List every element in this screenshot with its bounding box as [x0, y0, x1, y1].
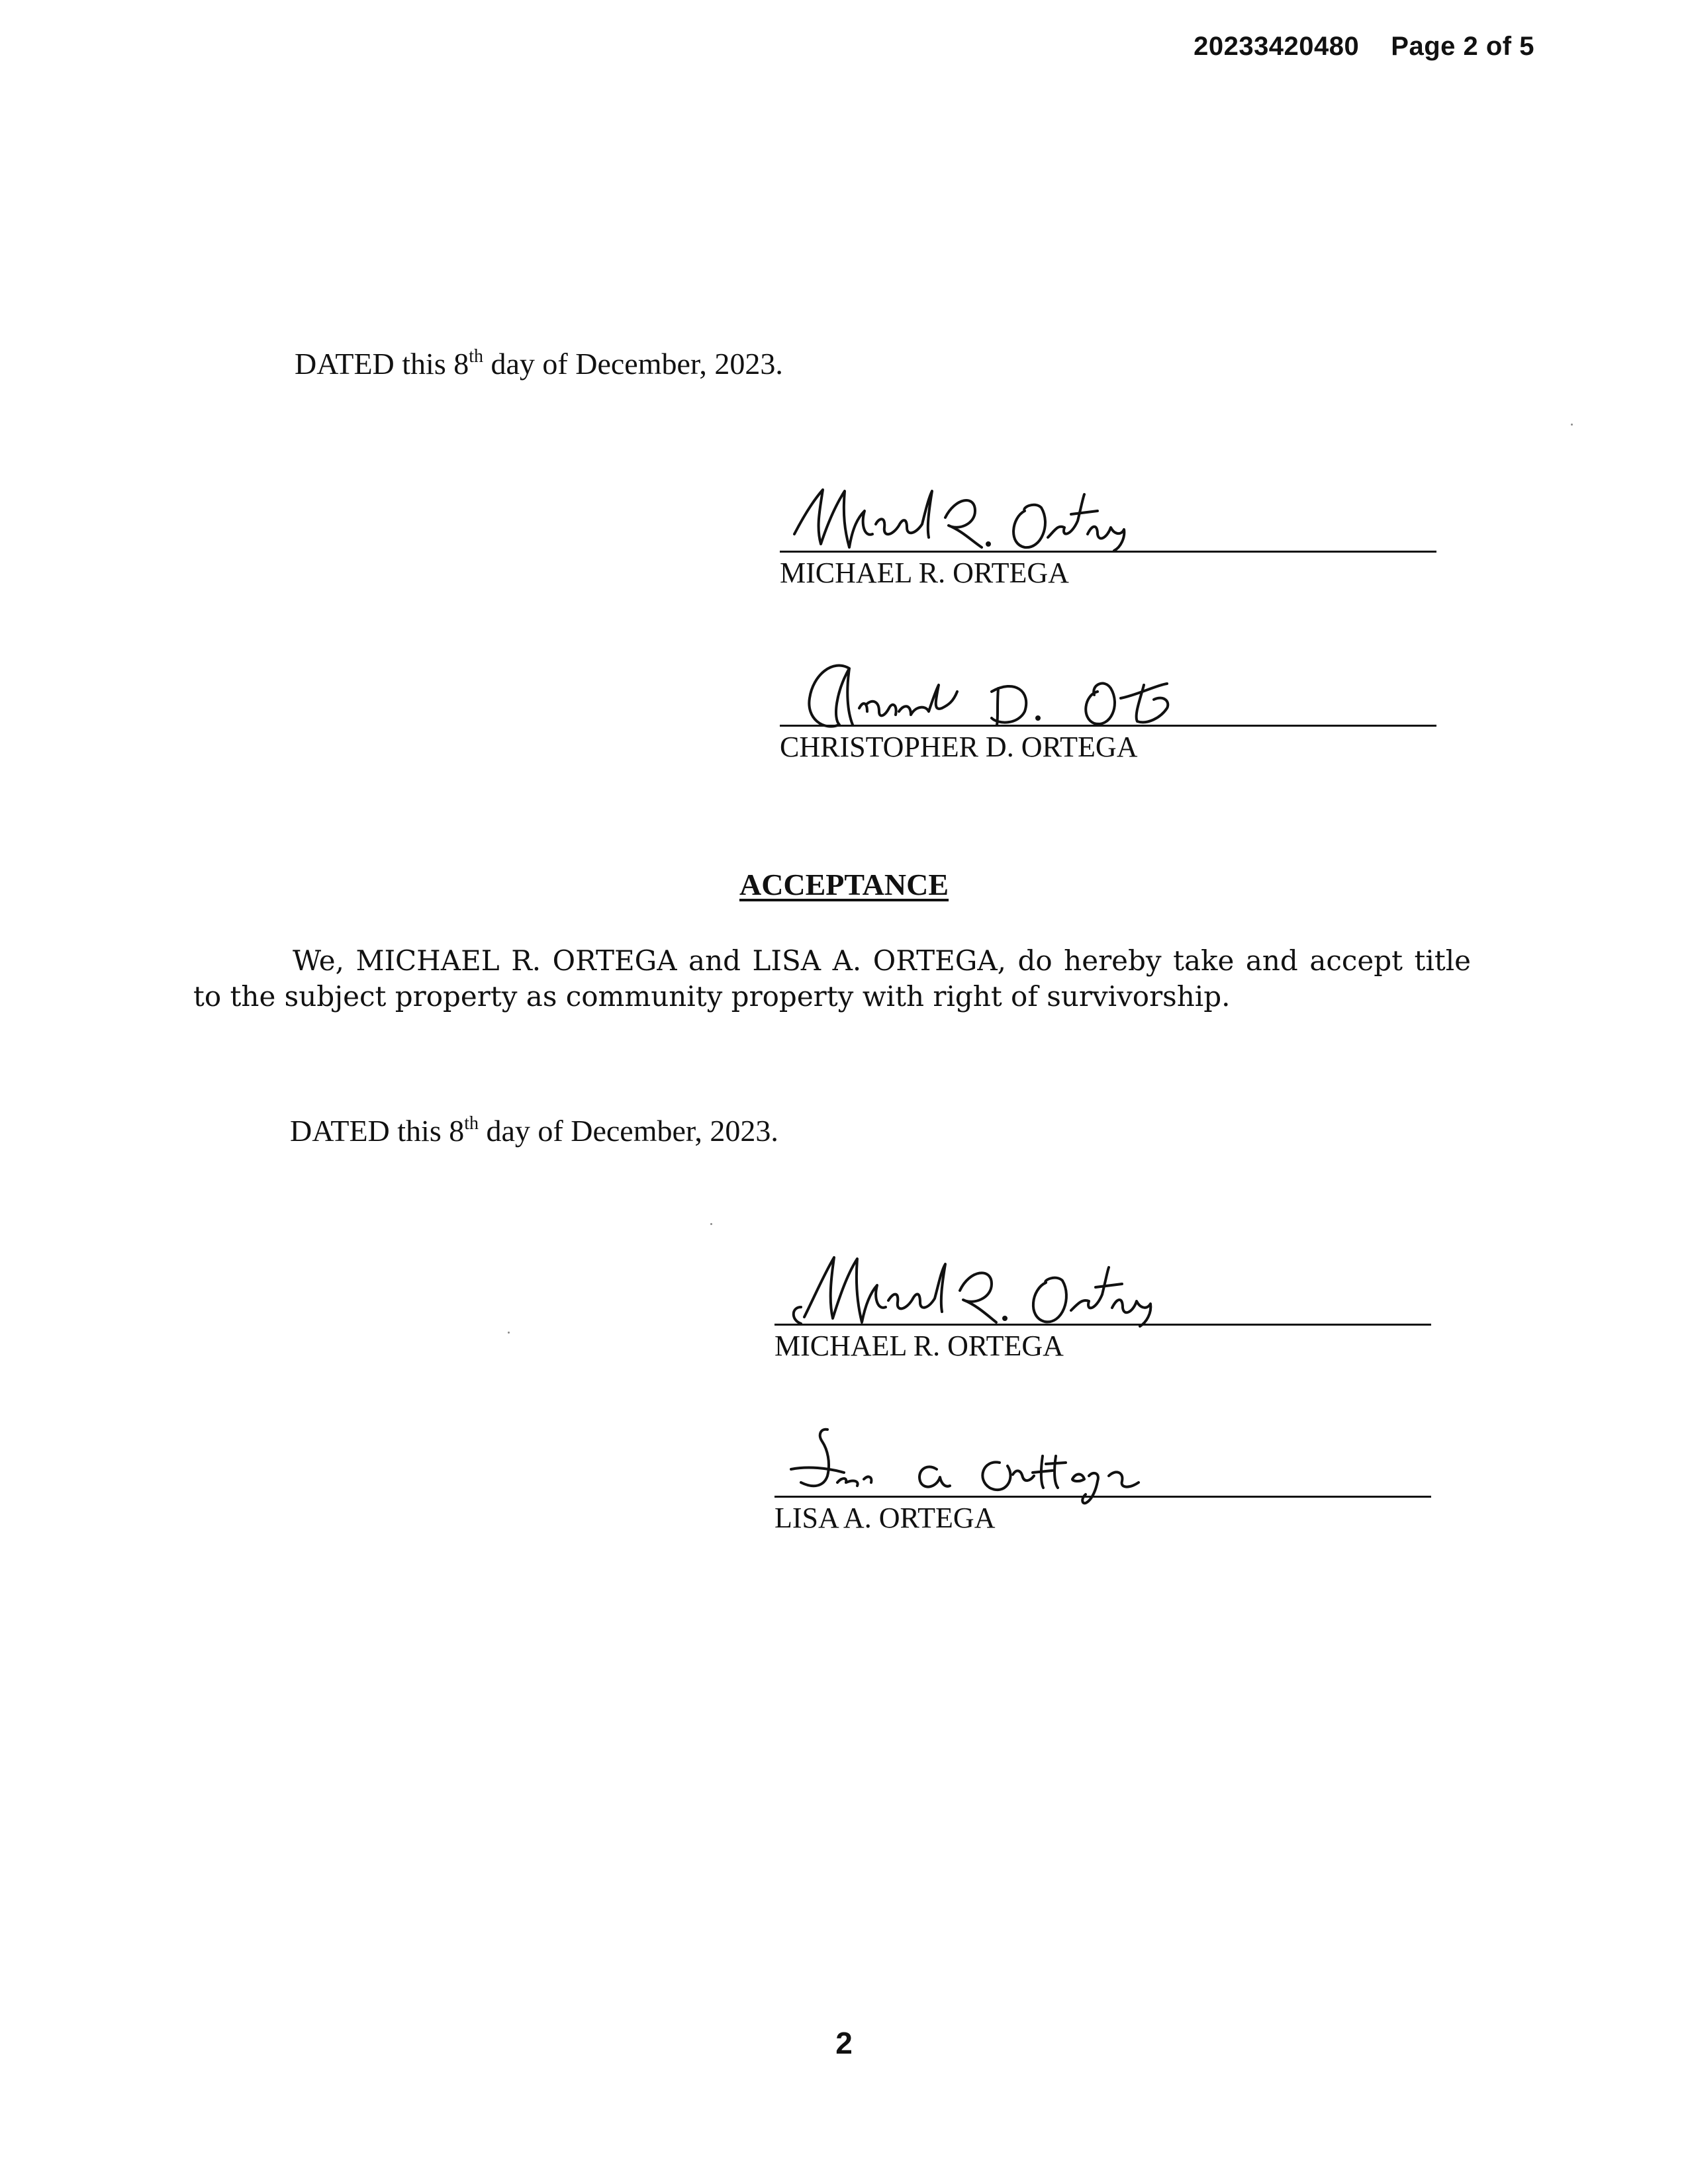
grant-dated-line: DATED this 8th day of December, 2023. [295, 346, 783, 381]
signature-line [780, 725, 1436, 727]
acceptance-dated-line: DATED this 8th day of December, 2023. [290, 1113, 778, 1148]
page-label: Page 2 of 5 [1391, 32, 1534, 61]
recording-header [1194, 32, 1534, 62]
signature-line [780, 551, 1436, 553]
signature-block-grantor-michael [780, 471, 1436, 590]
scan-speck [710, 1223, 712, 1225]
signer-name: CHRISTOPHER D. ORTEGA [780, 731, 1138, 763]
scan-speck [508, 1332, 510, 1334]
page-number: 2 [835, 2026, 853, 2060]
signature-line [774, 1496, 1431, 1498]
signature-line [774, 1324, 1431, 1326]
signer-name: LISA A. ORTEGA [774, 1502, 996, 1534]
document-number: 20233420480 [1194, 32, 1360, 61]
signature-block-grantee-lisa [774, 1416, 1431, 1535]
acceptance-paragraph: We, MICHAEL R. ORTEGA and LISA A. ORTEGA, do hereby take and accept title to the subject property as community property with right of survivorship. [193, 944, 1471, 1013]
scan-speck [1571, 424, 1573, 426]
signature-block-grantee-michael [774, 1244, 1431, 1363]
signer-name: MICHAEL R. ORTEGA [780, 557, 1069, 589]
acceptance-heading: ACCEPTANCE [739, 868, 949, 901]
signature-block-grantor-christopher [780, 645, 1436, 764]
signer-name: MICHAEL R. ORTEGA [774, 1330, 1064, 1362]
